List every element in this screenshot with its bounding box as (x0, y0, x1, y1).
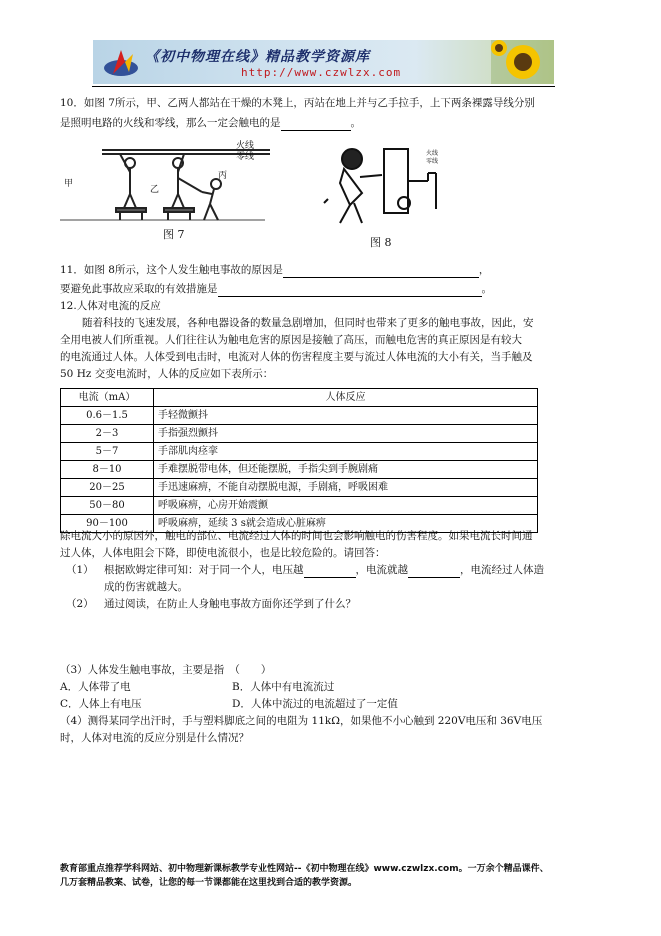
table-header-reaction: 人体反应 (154, 389, 538, 407)
site-logo-icon (101, 44, 141, 80)
sub4-line2: 时，人体对电流的反应分别是什么情况？ (60, 732, 249, 744)
after-table-line1: 除电流大小的原因外，触电的部位、电流经过人体的时间也会影响触电的伤害程度。如果电流长时间通 (60, 530, 533, 542)
q12-para-line1: 随着科技的飞速发展，各种电器设备的数量急剧增加，但同时也带来了更多的触电事故，因此，安 (82, 317, 534, 329)
after-table-line2: 过人体，人体电阻会下降，即使电流很小，也是比较危险的。请回答： (60, 547, 386, 559)
q10-answer-blank[interactable] (281, 117, 351, 131)
fig8-caption: 图 8 (370, 236, 392, 249)
figure-8-illustration (322, 143, 452, 231)
q12-para-line3: 的电流通过人体。人体受到电击时，电流对人体的伤害程度主要与流过人体电流的大小有关，当手触及 (60, 351, 533, 363)
table-cell-current: 50－80 (61, 497, 154, 515)
q11-line2 (60, 283, 492, 297)
sub1-voltage-blank[interactable] (304, 564, 356, 578)
q11-line2-text: 要避免此事故应采取的有效措施是 (60, 283, 218, 295)
table-row (61, 425, 538, 443)
q12-title: 12.人体对电流的反应 (60, 300, 161, 312)
q11-line1-end: ， (478, 264, 490, 276)
q11-measure-blank[interactable] (218, 283, 482, 297)
sub3-option-b[interactable]: B．人体中有电流流过 (232, 681, 335, 693)
table-cell-reaction: 手迅速麻痹，不能自动摆脱电源，手剧痛，呼吸困难 (154, 479, 538, 497)
footer (60, 862, 549, 890)
q11-line2-end: 。 (481, 283, 492, 295)
q11-cause-blank[interactable] (283, 264, 479, 278)
header-rule (92, 86, 555, 87)
q11-line1-text: 11．如图 8所示，这个人发生触电事故的原因是 (60, 264, 283, 276)
table-header-current: 电流（mA） (61, 389, 154, 407)
fig7-person-c: 丙 (218, 171, 228, 181)
table-row (61, 443, 538, 461)
sub1-line1 (104, 564, 544, 578)
fig7-person-a: 甲 (64, 179, 74, 189)
table-cell-reaction: 呼吸麻痹，延续 3 s就会造成心脏麻痹 (154, 515, 538, 533)
table-row (61, 497, 538, 515)
q12-para-line4: 50 Hz 交变电流时，人体的反应如下表所示： (60, 368, 274, 380)
svg-text:火线: 火线 (426, 150, 439, 157)
fig7-caption: 图 7 (163, 228, 185, 241)
current-response-table (60, 388, 538, 533)
header-banner (93, 40, 554, 84)
sub2-number: （2） (66, 598, 94, 610)
sub1-text-b: ，电流就越 (355, 564, 408, 576)
table-cell-current: 2－3 (61, 425, 154, 443)
sub1-text-c: ，电流经过人体造 (460, 564, 544, 576)
table-cell-reaction: 手难摆脱带电体，但还能摆脱，手指尖到手腕剧痛 (154, 461, 538, 479)
svg-text:零线: 零线 (426, 158, 439, 165)
q12-para-line2: 全用电被人们所重视。人们往往认为触电危害的原因是接触了高压，而触电危害的真正原因是有较大 (60, 334, 522, 346)
table-cell-reaction: 呼吸麻痹，心房开始震颤 (154, 497, 538, 515)
footer-line2: 几万套精品教案、试卷，让您的每一节课都能在这里找到合适的教学资源。 (60, 878, 358, 888)
table-cell-current: 8－10 (61, 461, 154, 479)
q11-line1 (60, 264, 489, 278)
footer-line1: 教育部重点推荐学科网站、初中物理新课标教学专业性网站--《初中物理在线》www.czwlzx.com。一万余个精品课件、 (60, 864, 549, 874)
sub3-option-a[interactable]: A．人体带了电 (60, 681, 131, 693)
sub3-option-d[interactable]: D．人体中流过的电流超过了一定值 (232, 698, 398, 710)
q10-line2 (60, 117, 361, 131)
q10-line2-text: 是照明电路的火线和零线，那么一定会触电的是 (60, 117, 281, 129)
sub1-number: （1） (66, 564, 94, 576)
site-title: 《初中物理在线》精品教学资源库 (145, 49, 370, 65)
table-cell-current: 20－25 (61, 479, 154, 497)
fig7-person-b: 乙 (150, 185, 160, 195)
sub1-text-a: 根据欧姆定律可知：对于同一个人，电压越 (104, 564, 304, 576)
table-cell-current: 0.6－1.5 (61, 407, 154, 425)
sub1-current-blank[interactable] (408, 564, 460, 578)
table-header-row (61, 389, 538, 407)
table-cell-reaction: 手指强烈颤抖 (154, 425, 538, 443)
table-row (61, 461, 538, 479)
fig7-wire-live: 火线 (236, 141, 255, 151)
table-cell-current: 90－100 (61, 515, 154, 533)
site-url[interactable]: http://www.czwlzx.com (241, 66, 402, 79)
fig7-wire-neutral: 零线 (236, 152, 255, 162)
q10-line2-end: 。 (350, 117, 361, 129)
sub1-line2: 成的伤害就越大。 (104, 581, 188, 593)
table-cell-reaction: 手轻微颤抖 (154, 407, 538, 425)
q10-line1: 10．如图 7所示，甲、乙两人都站在干燥的木凳上，丙站在地上并与乙手拉手，上下两条裸露导线分别 (60, 97, 535, 109)
sub3-question: （3）人体发生触电事故，主要是指 （ ） (60, 664, 272, 676)
sub3-option-c[interactable]: C．人体上有电压 (60, 698, 142, 710)
sub4-line1: （4）测得某同学出汗时，手与塑料脚底之间的电阻为 11kΩ，如果他不小心触到 220V电压和 36V电压 (60, 715, 543, 727)
table-row (61, 407, 538, 425)
sunflower-icon (491, 40, 554, 84)
table-cell-current: 5－7 (61, 443, 154, 461)
table-cell-reaction: 手部肌肉痉挛 (154, 443, 538, 461)
table-row (61, 479, 538, 497)
sub2-text: 通过阅读，在防止人身触电事故方面你还学到了什么？ (104, 598, 356, 610)
